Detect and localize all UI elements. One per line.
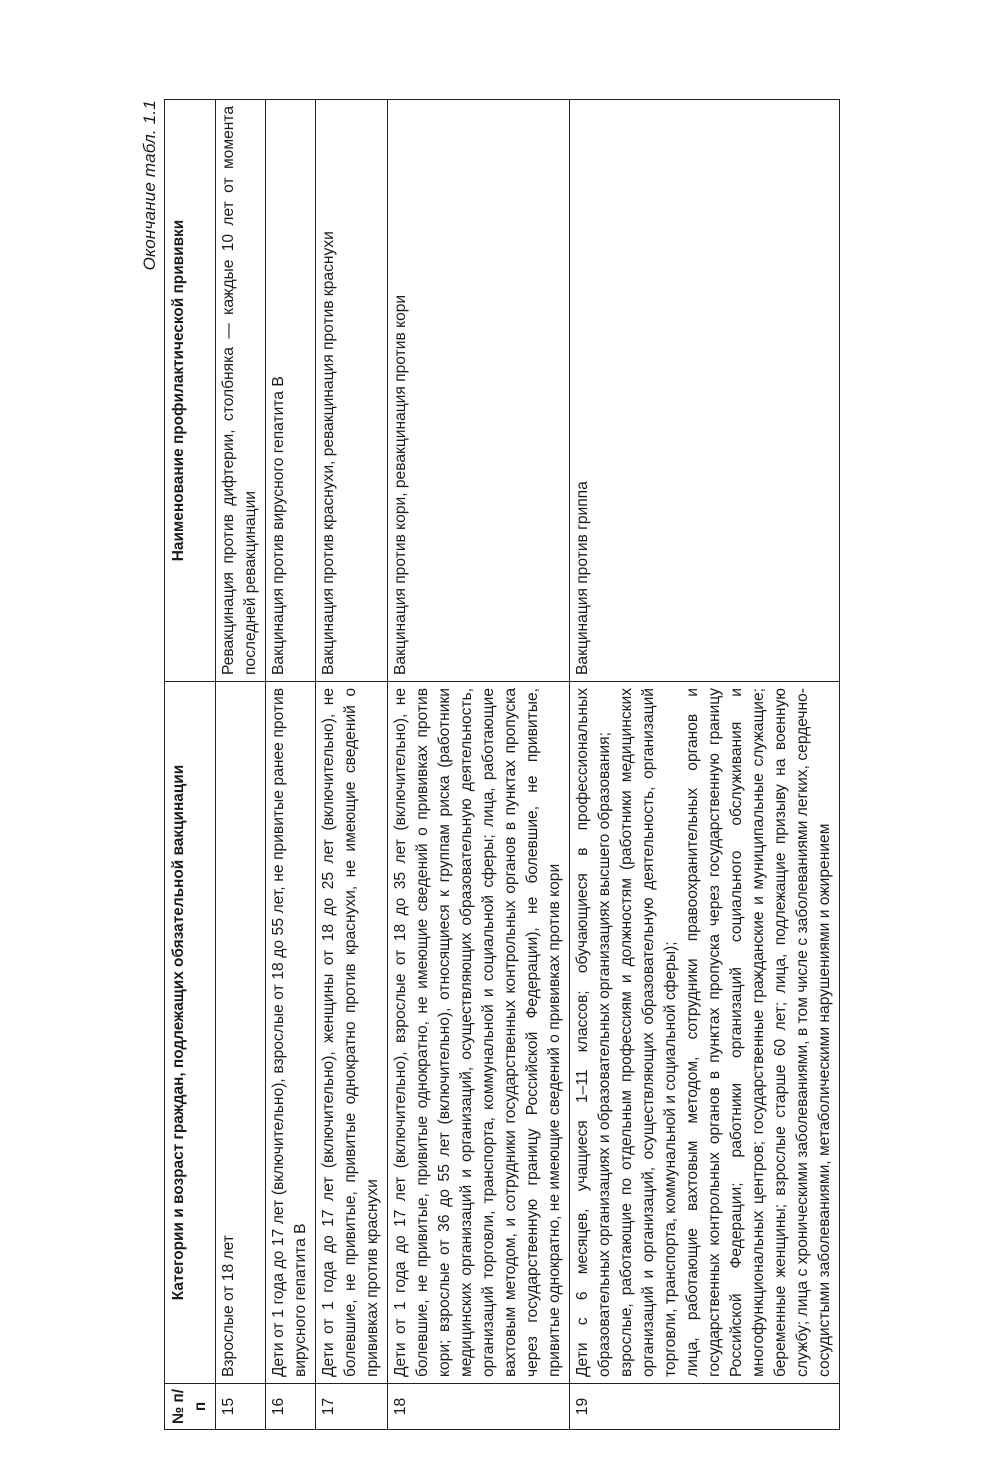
- category-text: лица, работающие вахтовым методом, сотрудники правоохранительных органов и государственных контрольных органов в пунктах пропуска через государственную границу Российской Федерации; работники организаций социального обслуживания и многофункциональных центров; государственные гражданские и муниципальные служащие; беременные женщины; взрослые старше 60 лет; лица, подлежащие призыву на военную службу; лица с хроническими заболеваниями, в том числе с заболеваниями легких, сердечно-сосудистыми заболеваниями, метаболическими нарушениями и ожирением: [684, 688, 833, 1377]
- header-category: Категории и возраст граждан, подлежащих обязательной вакцинации: [165, 682, 216, 1384]
- table-row: [570, 100, 840, 1430]
- row-category: [266, 682, 316, 1384]
- row-vaccination: Вакцинация против гриппа: [570, 100, 840, 682]
- header-number: № п/п: [165, 1384, 216, 1430]
- category-text: Дети с 6 месяцев, учащиеся 1–11 классов; обучающиеся в профессиональных образовательных организациях и образовательных организациях высшего образования;: [574, 688, 613, 1377]
- table-header-row: [165, 100, 216, 1430]
- row-vaccination: Вакцинация против кори, ревакцинация против кори: [388, 100, 570, 682]
- category-text: взрослые, работающие по отдельным профессиям и должностям (работники медицинских организаций и организаций, осуществляющих образовательную деятельность, организаций торговли, транспорта, коммунальной и социальной сферы);: [618, 688, 679, 1377]
- table-row: [316, 100, 388, 1430]
- table-row: [388, 100, 570, 1430]
- row-number: 19: [570, 1384, 840, 1430]
- row-vaccination: Ревакцинация против дифтерии, столбняка — каждые 10 лет от момента последней ревакцинации: [216, 100, 266, 682]
- row-number: 18: [388, 1384, 570, 1430]
- table-row: [266, 100, 316, 1430]
- category-text: Дети от 1 года до 17 лет (включительно), взрослые от 18 до 55 лет, не привитые ранее против вирусного гепатита В: [270, 688, 309, 1377]
- row-category: [216, 682, 266, 1384]
- row-number: 15: [216, 1384, 266, 1430]
- category-text: Взрослые от 18 лет: [220, 1235, 237, 1377]
- table-row: [216, 100, 266, 1430]
- row-vaccination: Вакцинация против краснухи, ревакцинация против краснухи: [316, 100, 388, 682]
- row-number: 17: [316, 1384, 388, 1430]
- row-number: 16: [266, 1384, 316, 1430]
- table-caption: Окончание табл. 1.1: [140, 100, 159, 271]
- category-text: Дети от 1 года до 17 лет (включительно), женщины от 18 до 25 лет (включительно), не болевшие, не привитые, привитые однократно против краснухи, не имеющие сведений о прививках против краснухи: [320, 688, 381, 1377]
- row-category: [388, 682, 570, 1384]
- vaccination-table: [164, 99, 840, 1430]
- row-category: [316, 682, 388, 1384]
- rotated-page: [140, 100, 900, 1430]
- header-vaccination: Наименование профилактической прививки: [165, 100, 216, 682]
- row-category: [570, 682, 840, 1384]
- category-text: Дети от 1 года до 17 лет (включительно), взрослые от 18 до 35 лет (включительно), не болевшие, не привитые, привитые однократно, не имеющие сведений о прививках против кори; взрослые от 36 до 55 лет (включительно), относящиеся к группам риска (работники медицинских организаций и организаций, осуществляющих образовательную деятельность, организаций торговли, транспорта, коммунальной и социальной сферы; лица, работающие вахтовым методом, и сотрудники государственных контрольных органов в пунктах пропуска через государственную границу Российской Федерации), не болевшие, не привитые, привитые однократно, не имеющие сведений о прививках против кори: [392, 688, 563, 1377]
- row-vaccination: Вакцинация против вирусного гепатита В: [266, 100, 316, 682]
